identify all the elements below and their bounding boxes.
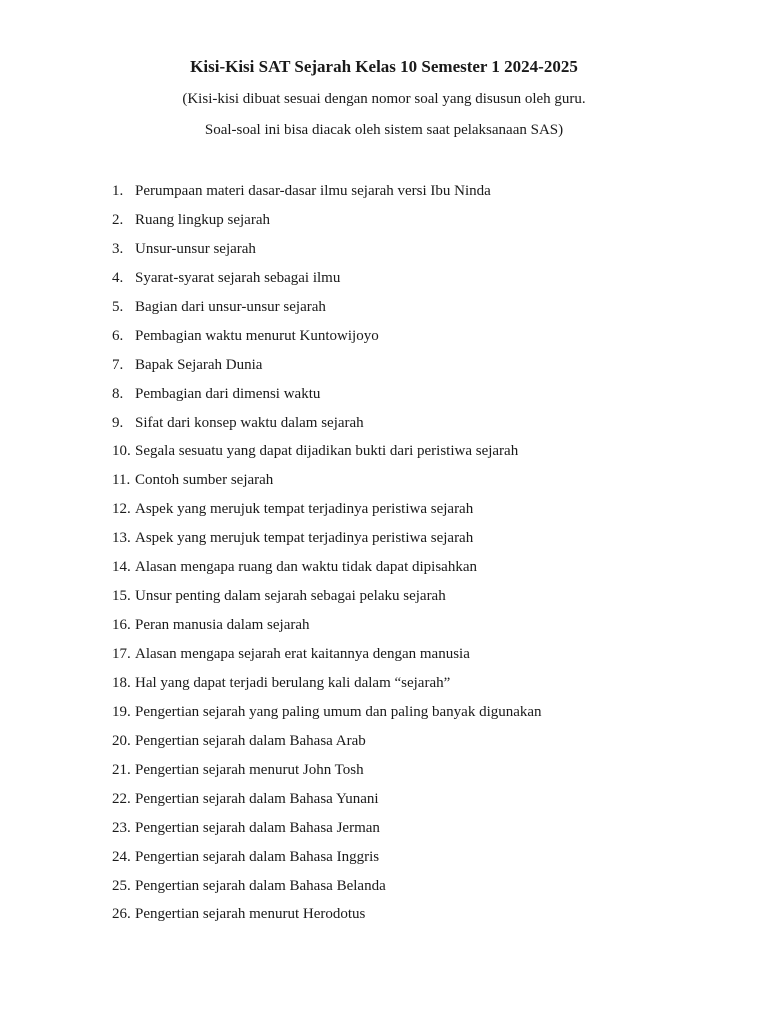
list-item-text: Unsur-unsur sejarah — [135, 240, 256, 257]
list-item-number: 3. — [112, 240, 124, 257]
list-item-number: 15. — [112, 588, 131, 605]
list-item — [112, 644, 542, 673]
list-item-number: 10. — [112, 443, 131, 460]
list-item-number: 7. — [112, 356, 124, 373]
list-item-text: Alasan mengapa ruang dan waktu tidak dapat dipisahkan — [135, 559, 477, 576]
list-item-text: Alasan mengapa sejarah erat kaitannya dengan manusia — [135, 646, 470, 662]
list-item — [112, 441, 542, 470]
list-item — [112, 326, 542, 355]
list-item-text: Bagian dari unsur-unsur sejarah — [135, 298, 326, 315]
list-item — [112, 702, 542, 731]
list-item — [112, 760, 542, 789]
list-item-number: 1. — [112, 183, 124, 199]
list-item-text: Pembagian dari dimensi waktu — [135, 385, 321, 402]
list-item-number: 9. — [112, 414, 124, 431]
list-item-text: Aspek yang merujuk tempat terjadinya peristiwa sejarah — [135, 501, 474, 518]
list-item-text: Pengertian sejarah dalam Bahasa Yunani — [135, 790, 379, 807]
list-item — [112, 528, 542, 557]
list-item — [112, 470, 542, 499]
list-item-text: Ruang lingkup sejarah — [135, 211, 270, 228]
list-item-number: 8. — [112, 385, 124, 402]
list-item-text: Peran manusia dalam sejarah — [135, 617, 310, 634]
list-item — [112, 557, 542, 586]
list-item-number: 2. — [112, 211, 124, 228]
list-item — [112, 181, 542, 210]
list-item — [112, 239, 542, 268]
list-item-text: Pengertian sejarah menurut John Tosh — [135, 761, 364, 778]
list-item — [112, 355, 542, 384]
question-list — [112, 181, 542, 933]
list-item-number: 19. — [112, 703, 131, 720]
list-item-text: Pengertian sejarah dalam Bahasa Arab — [135, 732, 366, 749]
list-item — [112, 731, 542, 760]
list-item-number: 18. — [112, 674, 131, 691]
list-item-number: 14. — [112, 559, 131, 576]
list-item-text: Pembagian waktu menurut Kuntowijoyo — [135, 327, 379, 344]
list-item — [112, 847, 542, 876]
list-item — [112, 210, 542, 239]
list-item-text: Sifat dari konsep waktu dalam sejarah — [135, 414, 364, 431]
list-item-text: Pengertian sejarah yang paling umum dan paling banyak digunakan — [135, 703, 542, 720]
list-item-text: Pengertian sejarah dalam Bahasa Jerman — [135, 819, 380, 836]
list-item-number: 22. — [112, 790, 131, 807]
list-item — [112, 818, 542, 847]
list-item — [112, 586, 542, 615]
document-subtitle-line-1: (Kisi-kisi dibuat sesuai dengan nomor soal yang disusun oleh guru. — [182, 91, 586, 107]
list-item — [112, 789, 542, 818]
list-item-text: Pengertian sejarah dalam Bahasa Inggris — [135, 848, 380, 865]
list-item — [112, 876, 542, 905]
list-item-number: 12. — [112, 501, 131, 518]
list-item-number: 20. — [112, 732, 131, 749]
list-item — [112, 384, 542, 413]
list-item-text: Pengertian sejarah menurut Herodotus — [135, 906, 366, 923]
list-item-text: Hal yang dapat terjadi berulang kali dalam “sejarah” — [135, 674, 451, 691]
list-item-number: 5. — [112, 298, 124, 315]
list-item — [112, 413, 542, 442]
list-item-number: 17. — [112, 646, 131, 662]
list-item — [112, 268, 542, 297]
list-item-number: 24. — [112, 848, 131, 865]
list-item-number: 13. — [112, 530, 131, 547]
list-item-text: Aspek yang merujuk tempat terjadinya peristiwa sejarah — [135, 530, 474, 547]
list-item — [112, 615, 542, 644]
list-item-number: 16. — [112, 617, 131, 634]
list-item-number: 11. — [112, 472, 131, 489]
document-subtitle-line-2: Soal-soal ini bisa diacak oleh sistem saat pelaksanaan SAS) — [204, 122, 564, 138]
list-item-number: 25. — [112, 877, 131, 894]
list-item-text: Syarat-syarat sejarah sebagai ilmu — [135, 269, 341, 286]
list-item-number: 26. — [112, 906, 131, 923]
list-item-text: Perumpaan materi dasar-dasar ilmu sejarah versi Ibu Ninda — [135, 183, 491, 199]
list-item-text: Segala sesuatu yang dapat dijadikan bukti dari peristiwa sejarah — [135, 443, 519, 460]
list-item-number: 23. — [112, 819, 131, 836]
document-title: Kisi-Kisi SAT Sejarah Kelas 10 Semester 1 2024-2025 — [190, 57, 578, 76]
list-item-number: 6. — [112, 327, 124, 344]
list-item-text: Bapak Sejarah Dunia — [135, 356, 263, 373]
list-item — [112, 673, 542, 702]
list-item-text: Contoh sumber sejarah — [135, 472, 274, 489]
list-item — [112, 499, 542, 528]
list-item-number: 4. — [112, 269, 124, 286]
list-item — [112, 904, 542, 933]
list-item — [112, 297, 542, 326]
list-item-number: 21. — [112, 761, 131, 778]
list-item-text: Unsur penting dalam sejarah sebagai pelaku sejarah — [135, 588, 446, 605]
list-item-text: Pengertian sejarah dalam Bahasa Belanda — [135, 877, 386, 894]
